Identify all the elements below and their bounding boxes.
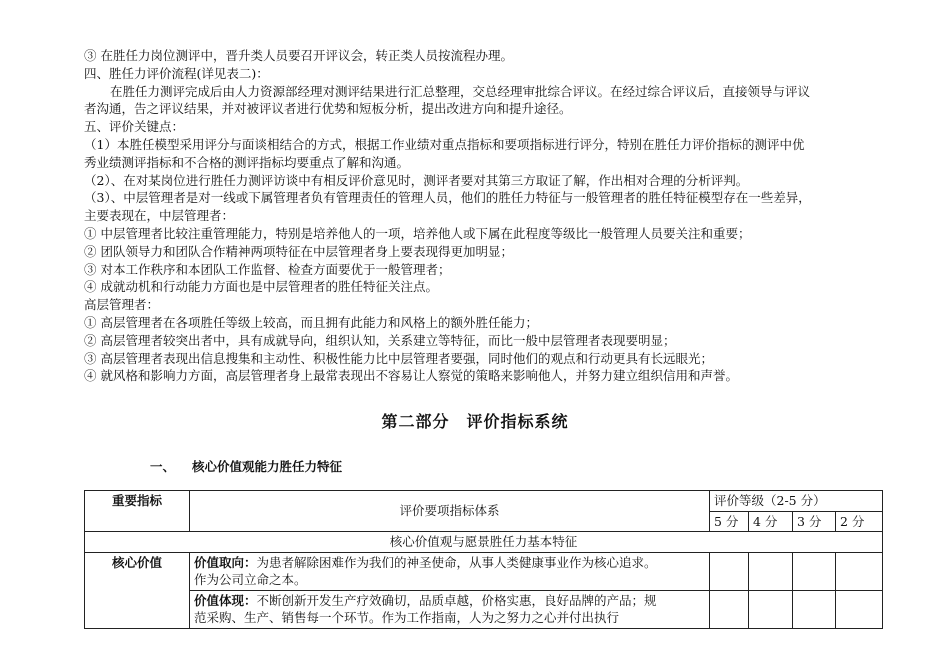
band-row: 核心价值观与愿景胜任力基本特征 <box>85 532 883 553</box>
section-title: 核心价值观能力胜任力特征 <box>192 459 343 474</box>
item-text: 为患者解除困难作为我们的神圣使命，从事人类健康事业作为核心追求。 <box>256 554 657 570</box>
grade-3: 3 分 <box>793 511 836 532</box>
grade-2: 2 分 <box>836 511 883 532</box>
indicator-table <box>84 490 883 629</box>
text-line: （3）、中层管理者是对一线或下属管理者负有管理责任的管理人员，他们的胜任力特征与一般管理者的胜任特征模型存在一些差异， <box>84 190 811 206</box>
score-cell[interactable] <box>836 552 883 590</box>
row-label-core-value: 核心价值 <box>85 552 190 628</box>
text-line: 者沟通，告之评议结果，并对被评议者进行优势和短板分析，提出改进方向和提升途径。 <box>84 101 572 117</box>
score-cell[interactable] <box>836 590 883 628</box>
text-line: ③ 在胜任力岗位测评中，晋升类人员要召开评议会，转正类人员按流程办理。 <box>84 48 513 63</box>
item-term: 价值体现： <box>194 592 257 608</box>
section-heading <box>150 457 342 475</box>
header-grade: 评价等级（2-5 分） <box>710 491 883 512</box>
list-item: ③ 对本工作秩序和本团队工作监督、检查方面要优于一般管理者； <box>84 261 451 277</box>
list-item: ② 高层管理者较突出者中，具有成就导向，组织认知，关系建立等特征，而比一般中层管理者表现要明显； <box>84 332 676 348</box>
text-line: 高层管理者： <box>84 297 160 313</box>
item-text: 范采购、生产、销售每一个环节。作为工作指南，人为之努力之心并付出执行 <box>194 610 620 625</box>
table-cell-item-2 <box>190 590 710 628</box>
item-term: 价值取向： <box>194 554 257 570</box>
list-item: ① 中层管理者比较注重管理能力，特别是培养他人的一项，培养他人或下属在此程度等级比一般管理人员要关注和重要； <box>84 225 751 241</box>
score-cell[interactable] <box>710 590 749 628</box>
score-cell[interactable] <box>749 552 793 590</box>
list-item: ④ 成就动机和行动能力方面也是中层管理者的胜任特征关注点。 <box>84 279 438 295</box>
score-cell[interactable] <box>710 552 749 590</box>
text-line: 主要表现在，中层管理者： <box>84 208 235 224</box>
text-line: 秀业绩测评指标和不合格的测评指标均要重点了解和沟通。 <box>84 154 410 170</box>
grade-4: 4 分 <box>749 511 793 532</box>
header-indicator: 重要指标 <box>85 491 190 532</box>
text-line: （1）本胜任模型采用评分与面谈相结合的方式，根据工作业绩对重点指标和要项指标进行评分，特别在胜任力评价指标的测评中优 <box>84 136 805 152</box>
part-title: 第二部分 评价指标系统 <box>381 412 569 431</box>
text-line: （2）、在对某岗位进行胜任力测评访谈中有相反评价意见时，测评者要对其第三方取证了解，作出相对合理的分析评判。 <box>84 172 749 188</box>
list-item: ④ 就风格和影响力方面，高层管理者身上最常表现出不容易让人察觉的策略来影响他人，并努力建立组织信用和声誉。 <box>84 368 738 384</box>
score-cell[interactable] <box>793 552 836 590</box>
item-text: 不断创新开发生产疗效确切，品质卓越，价格实惠，良好品牌的产品；规 <box>256 592 657 608</box>
item-text: 作为公司立命之本。 <box>194 572 307 587</box>
text-line: 在胜任力测评完成后由人力资源部经理对测评结果进行汇总整理，交总经理审批综合评议。在经过综合评议后，直接领导与评议 <box>110 83 811 99</box>
list-item: ③ 高层管理者表现出信息搜集和主动性、积极性能力比中层管理者要强，同时他们的观点和行动更具有长远眼光； <box>84 350 713 366</box>
table-cell-item-1 <box>190 552 710 590</box>
section-heading-5: 五、评价关键点： <box>84 119 185 135</box>
section-heading-4: 四、胜任力评价流程(详见表二)： <box>84 65 269 81</box>
list-item: ② 团队领导力和团队合作精神两项特征在中层管理者身上要表现得更加明显； <box>84 243 513 259</box>
score-cell[interactable] <box>793 590 836 628</box>
score-cell[interactable] <box>749 590 793 628</box>
section-number: 一、 <box>150 459 176 474</box>
grade-5: 5 分 <box>710 511 749 532</box>
body-text <box>84 47 884 385</box>
list-item: ① 高层管理者在各项胜任等级上较高，而且拥有此能力和风格上的额外胜任能力； <box>84 314 538 330</box>
header-system: 评价要项指标体系 <box>190 491 710 532</box>
